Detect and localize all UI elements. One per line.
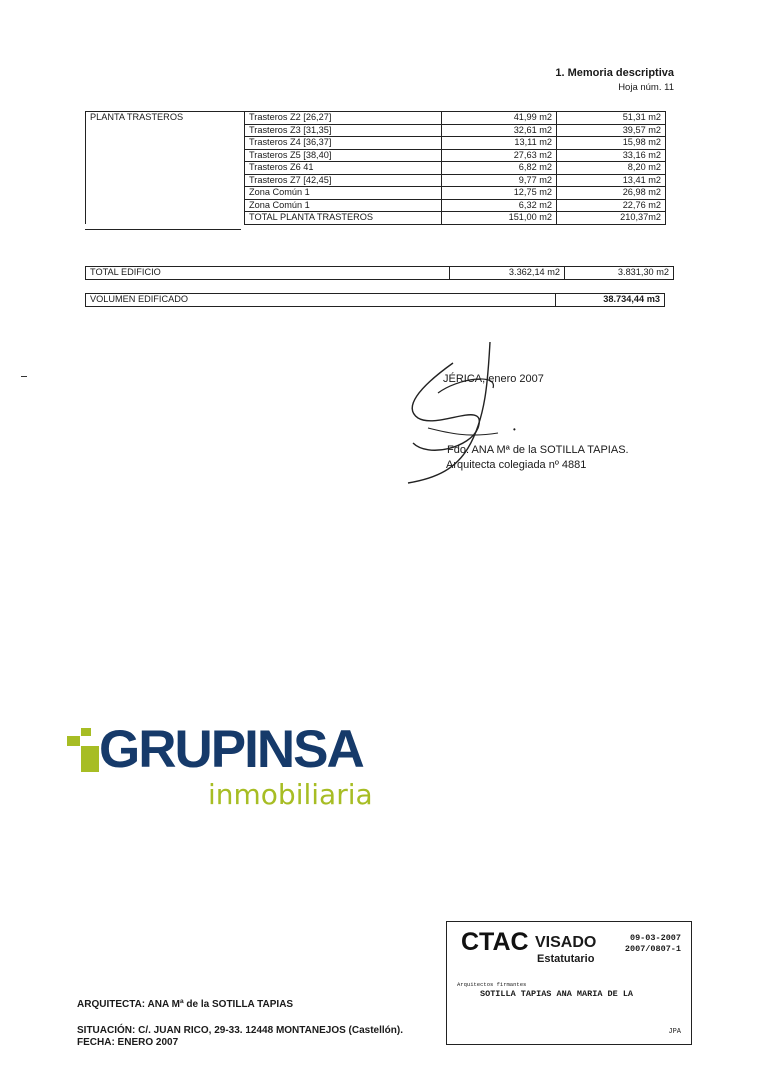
total-edificio-table	[85, 266, 674, 280]
row-label: Trasteros Z7 [42,45]	[245, 174, 442, 187]
section-label: PLANTA TRASTEROS	[86, 112, 245, 225]
row-area1: 6,32 m2	[442, 199, 557, 212]
signed-by: Fdo. ANA Mª de la SOTILLA TAPIAS.	[447, 444, 629, 456]
subtotal-area2: 210,37m2	[557, 212, 666, 225]
grupinsa-logo-mark-icon	[67, 728, 99, 774]
row-area2: 26,98 m2	[557, 187, 666, 200]
table-row	[86, 112, 666, 125]
row-label: Trasteros Z2 [26,27]	[245, 112, 442, 125]
footer-situation: SITUACIÓN: C/. JUAN RICO, 29-33. 12448 MONTANEJOS (Castellón).	[77, 1025, 403, 1036]
row-area1: 6,82 m2	[442, 162, 557, 175]
stamp-org: CTAC	[461, 928, 529, 956]
architect-registration: Arquitecta colegiada nº 4881	[446, 459, 587, 471]
footer-architect: ARQUITECTA: ANA Mª de la SOTILLA TAPIAS	[77, 999, 294, 1010]
stamp-visado: VISADO	[535, 934, 597, 951]
footer-date: FECHA: ENERO 2007	[77, 1037, 179, 1048]
total-edificio-label: TOTAL EDIFICIO	[86, 267, 450, 280]
subtotal-area1: 151,00 m2	[442, 212, 557, 225]
row-area2: 51,31 m2	[557, 112, 666, 125]
visado-stamp	[446, 921, 692, 1045]
table-row	[86, 294, 665, 307]
stamp-architect: SOTILLA TAPIAS ANA MARIA DE LA	[480, 989, 634, 999]
row-label: Zona Común 1	[245, 199, 442, 212]
row-area2: 8,20 m2	[557, 162, 666, 175]
volumen-label: VOLUMEN EDIFICADO	[86, 294, 556, 307]
logo-wordmark: GRUPINSA	[99, 720, 363, 779]
stamp-date: 09-03-2007	[629, 933, 681, 943]
total-edificio-area2: 3.831,30 m2	[565, 267, 674, 280]
row-area2: 33,16 m2	[557, 149, 666, 162]
row-area2: 13,41 m2	[557, 174, 666, 187]
row-label: Zona Común 1	[245, 187, 442, 200]
row-area2: 22,76 m2	[557, 199, 666, 212]
row-area1: 12,75 m2	[442, 187, 557, 200]
volumen-value: 38.734,44 m3	[556, 294, 665, 307]
row-area2: 15,98 m2	[557, 137, 666, 150]
row-label: Trasteros Z6 41	[245, 162, 442, 175]
place-date: JÉRICA, enero 2007	[443, 373, 544, 385]
row-label: Trasteros Z5 [38,40]	[245, 149, 442, 162]
volumen-table	[85, 293, 665, 307]
total-edificio-area1: 3.362,14 m2	[450, 267, 565, 280]
section-bottom-rule	[85, 229, 241, 230]
sheet-number: Hoja núm. 11	[618, 82, 674, 93]
stamp-code: JPA	[668, 1028, 681, 1036]
logo-subtitle: inmobiliaria	[208, 778, 373, 811]
row-label: Trasteros Z3 [31,35]	[245, 124, 442, 137]
stamp-small-label: Arquitectos firmantes	[457, 981, 527, 988]
row-area1: 27,63 m2	[442, 149, 557, 162]
row-area2: 39,57 m2	[557, 124, 666, 137]
row-area1: 41,99 m2	[442, 112, 557, 125]
document-title: 1. Memoria descriptiva	[555, 67, 674, 79]
table-row	[86, 267, 674, 280]
stamp-type: Estatutario	[537, 953, 595, 965]
margin-mark	[21, 376, 27, 377]
row-label: Trasteros Z4 [36,37]	[245, 137, 442, 150]
row-area1: 13,11 m2	[442, 137, 557, 150]
signature-dot: •	[513, 425, 516, 434]
stamp-number: 2007/0807-1	[624, 944, 681, 954]
row-area1: 32,61 m2	[442, 124, 557, 137]
trasteros-table	[85, 111, 666, 225]
subtotal-label: TOTAL PLANTA TRASTEROS	[245, 212, 442, 225]
row-area1: 9,77 m2	[442, 174, 557, 187]
